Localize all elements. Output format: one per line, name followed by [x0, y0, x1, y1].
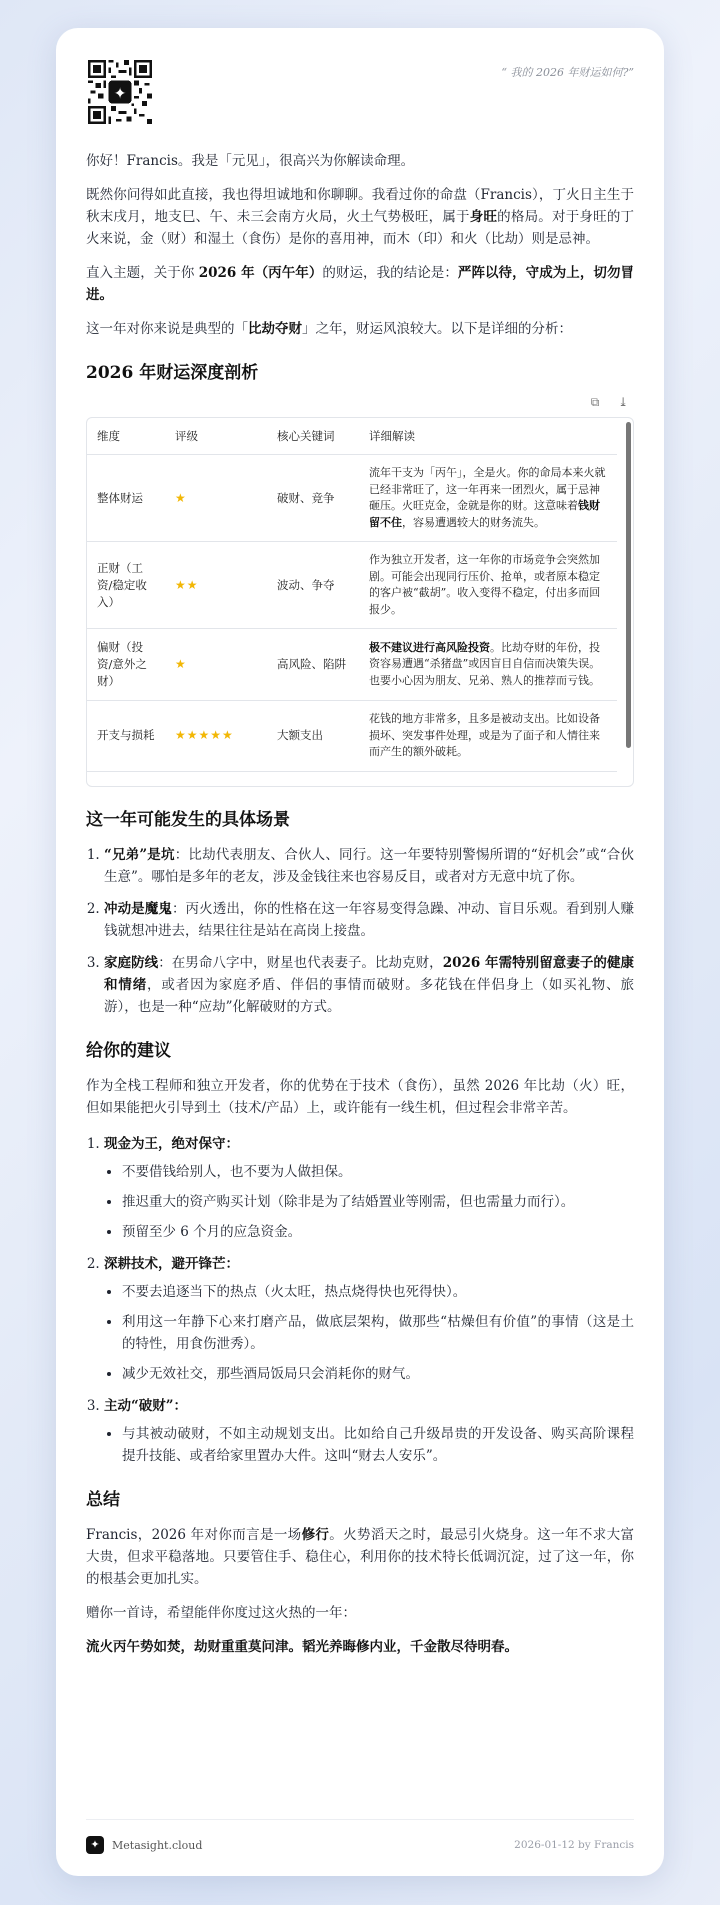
- list-item: 3. 主动“破财”： • 与其被动破财，不如主动规划支出。比如给自己升级昂贵的开发设备、购买高阶课程提升技能、或者给家里置办大件。这叫“财去人安乐”。: [104, 1395, 634, 1467]
- fortune-table: [87, 418, 617, 772]
- advice-sublist: [104, 1161, 634, 1243]
- list-item: 2. 冲动是魔鬼：丙火透出，你的性格在这一年容易变得急躁、冲动、盲目乐观。看到别人赚钱就想冲进去，结果往往是站在高岗上接盘。: [104, 898, 634, 942]
- table-header: 核心关键词: [267, 418, 359, 455]
- list-item: • 与其被动破财，不如主动规划支出。比如给自己升级昂贵的开发设备、购买高阶课程提升技能、或者给家里置办大件。这叫“财去人安乐”。: [122, 1423, 634, 1467]
- card-footer: [86, 1819, 634, 1854]
- fortune-table-container[interactable]: [86, 417, 634, 787]
- poem-intro: 赠你一首诗，希望能伴你度过这火热的一年：: [86, 1605, 356, 1621]
- section-title-scenarios: 这一年可能发生的具体场景: [86, 810, 290, 830]
- table-toolbar: [86, 395, 630, 409]
- table-scrollbar[interactable]: [626, 422, 631, 748]
- table-row: [87, 701, 617, 772]
- keyword-cell: 高风险、陷阱: [267, 629, 359, 701]
- copy-icon[interactable]: ⧉: [590, 395, 600, 409]
- section-title-advice: 给你的建议: [86, 1041, 171, 1061]
- rating-stars: ★★: [165, 542, 267, 629]
- greeting: 你好！Francis。我是「元见」，很高兴为你解读命理。: [86, 153, 415, 169]
- list-item: • 预留至少 6 个月的应急资金。: [122, 1221, 634, 1243]
- advice-intro: 作为全栈工程师和独立开发者，你的优势在于技术（食伤），虽然 2026 年比劫（火）旺，但如果能把火引导到土（技术/产品）上，或许能有一线生机，但过程会非常辛苦。: [86, 1078, 634, 1116]
- table-row: [87, 455, 617, 542]
- list-item: • 不要借钱给别人，也不要为人做担保。: [122, 1161, 634, 1183]
- dimension-cell: 偏财（投资/意外之财）: [87, 629, 165, 701]
- table-header: 评级: [165, 418, 267, 455]
- section-title-analysis: 2026 年财运深度剖析: [86, 363, 259, 383]
- summary-line: 这一年对你来说是典型的「比劫夺财」之年，财运风浪较大。以下是详细的分析：: [86, 321, 572, 337]
- dimension-cell: 开支与损耗: [87, 701, 165, 772]
- rating-stars: ★: [165, 629, 267, 701]
- detail-cell: 花钱的地方非常多，且多是被动支出。比如设备损坏、突发事件处理，或是为了面子和人情往来而产生的额外破耗。: [359, 701, 617, 772]
- detail-cell: 流年干支为「丙午」，全是火。你的命局本来火就已经非常旺了，这一年再来一团烈火，属于忌神砸压。火旺克金，金就是你的财。这意味着钱财留不住，容易遭遇较大的财务流失。: [359, 455, 617, 542]
- keyword-cell: 大额支出: [267, 701, 359, 772]
- intro-paragraph: 既然你问得如此直接，我也得坦诚地和你聊聊。我看过你的命盘（Francis），丁火日主生于秋末戌月，地支巳、午、未三会南方火局，火土气势极旺，属于身旺的格局。对于身旺的丁火来说，金（财）和湿土（食伤）是你的喜用神，而木（印）和火（比劫）则是忌神。: [86, 187, 635, 247]
- list-item: 1. 现金为王，绝对保守： • 不要借钱给别人，也不要为人做担保。 • 推迟重大的资产购买计划（除非是为了结婚置业等刚需，但也需量力而行）。 • 预留至少 6 个月的应急资金。: [104, 1133, 634, 1243]
- table-header: 维度: [87, 418, 165, 455]
- table-row: [87, 629, 617, 701]
- list-item: 1. “兄弟”是坑：比劫代表朋友、合伙人、同行。这一年要特别警惕所谓的“好机会”或“合伙生意”。哪怕是多年的老友，涉及金钱往来也容易反目，或者对方无意中坑了你。: [104, 844, 634, 888]
- table-header: 详细解读: [359, 418, 617, 455]
- list-item: 2. 深耕技术，避开锋芒： • 不要去追逐当下的热点（火太旺，热点烧得快也死得快）。 • 利用这一年静下心来打磨产品，做底层架构，做那些“枯燥但有价值”的事情（这是土的特性，用食伤泄秀）。 • 减少无效社交，那些酒局饭局只会消耗你的财气。: [104, 1253, 634, 1385]
- table-header-row: [87, 418, 617, 455]
- brand-logo-icon: ✦: [86, 1836, 104, 1854]
- result-card: [56, 28, 664, 1876]
- advice-list: [86, 1133, 634, 1467]
- dimension-cell: 整体财运: [87, 455, 165, 542]
- list-item: • 利用这一年静下心来打磨产品，做底层架构，做那些“枯燥但有价值”的事情（这是土的特性，用食伤泄秀）。: [122, 1311, 634, 1355]
- detail-cell: 极不建议进行高风险投资。比劫夺财的年份，投资容易遭遇“杀猪盘”或因盲目自信而决策失误。也要小心因为朋友、兄弟、熟人的推荐而亏钱。: [359, 629, 617, 701]
- list-item: 3. 家庭防线：在男命八字中，财星也代表妻子。比劫克财，2026 年需特别留意妻子的健康和情绪，或者因为家庭矛盾、伴侣的事情而破财。多花钱在伴侣身上（如买礼物、旅游），也是一种“应劫”化解破财的方式。: [104, 952, 634, 1018]
- footer-date: 2026-01-12 by Francis: [514, 1839, 634, 1851]
- download-icon[interactable]: ⤓: [617, 395, 629, 409]
- summary-paragraph: Francis，2026 年对你而言是一场修行。火势滔天之时，最忌引火烧身。这一年不求大富大贵，但求平稳落地。只要管住手、稳住心，利用你的技术特长低调沉淀，过了这一年，你的根基会更加扎实。: [86, 1527, 634, 1587]
- scenario-list: [86, 844, 634, 1018]
- poem: 流火丙午势如焚，劫财重重莫问津。韬光养晦修内业，千金散尽待明春。: [86, 1639, 518, 1655]
- conclusion-paragraph: 直入主题，关于你 2026 年（丙午年）的财运，我的结论是：严阵以待，守成为上，切勿冒进。: [86, 265, 635, 303]
- rating-stars: ★★★★★: [165, 701, 267, 772]
- keyword-cell: 波动、争夺: [267, 542, 359, 629]
- svg-text:✦: ✦: [113, 84, 127, 103]
- qr-code: [88, 60, 152, 124]
- dimension-cell: 正财（工资/稳定收入）: [87, 542, 165, 629]
- list-item: • 不要去追逐当下的热点（火太旺，热点烧得快也死得快）。: [122, 1281, 634, 1303]
- section-title-summary: 总结: [86, 1490, 120, 1510]
- table-row: [87, 542, 617, 629]
- keyword-cell: 破财、竞争: [267, 455, 359, 542]
- rating-stars: ★: [165, 455, 267, 542]
- list-item: • 减少无效社交，那些酒局饭局只会消耗你的财气。: [122, 1363, 634, 1385]
- list-item: • 推迟重大的资产购买计划（除非是为了结婚置业等刚需，但也需量力而行）。: [122, 1191, 634, 1213]
- advice-sublist: [104, 1281, 634, 1385]
- brand-name: Metasight.cloud: [112, 1838, 203, 1852]
- brand[interactable]: [86, 1836, 202, 1854]
- answer-content: [86, 150, 634, 1670]
- detail-cell: 作为独立开发者，这一年你的市场竞争会突然加剧。可能会出现同行压价、抢单，或者原本稳定的客户被“截胡”。收入变得不稳定，付出多而回报少。: [359, 542, 617, 629]
- advice-sublist: [104, 1423, 634, 1467]
- user-question: “ 我的 2026 年财运如何?”: [501, 66, 634, 79]
